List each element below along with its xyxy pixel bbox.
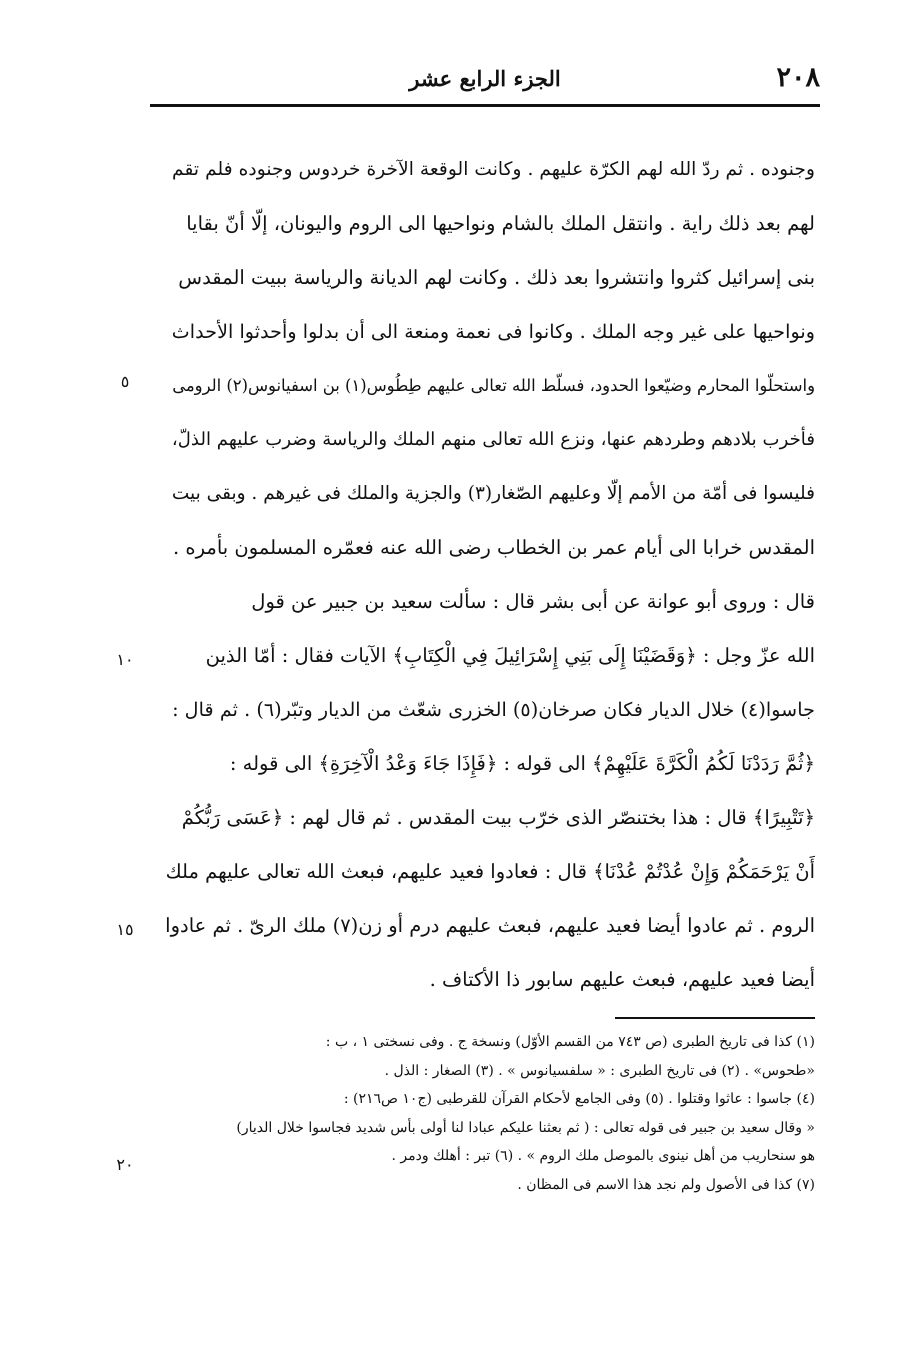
footnote-line: «طحوس» . (٢) فى تاريخ الطبرى : « سلفسيانوس » . (٣) الصغار : الذل . <box>384 1062 815 1079</box>
line-number-marker: ٥ <box>120 372 130 391</box>
text-line: بنى إسرائيل كثروا وانتشروا بعد ذلك . وكانت لهم الديانة والرياسة ببيت المقدس <box>178 266 815 289</box>
paragraph <box>165 143 815 575</box>
text-line: أَنْ يَرْحَمَكُمْ وَإِنْ عُدْتُمْ عُدْنَا﴾ قال : فعادوا فعيد عليهم، فبعث الله تعالى عليهم ملك <box>165 860 815 883</box>
footnote-line: هو سنحاريب من أهل نينوى بالموصل ملك الروم » . (٦) تبر : أهلك ودمر . <box>391 1148 815 1164</box>
running-title: الجزء الرابع عشر <box>409 66 561 91</box>
line-number-marker: ٢٠ <box>116 1155 134 1174</box>
text-line: قال : وروى أبو عوانة عن أبى بشر قال : سألت سعيد بن جبير عن قول <box>251 590 815 613</box>
text-line: فليسوا فى أمّة من الأمم إلّا وعليهم الصّغار(٣) والجزية والملك فى غيرهم . وبقى بيت <box>171 483 815 504</box>
text-line: الروم . ثم عادوا أيضا فعيد عليهم، فبعث عليهم درم أو زن(٧) ملك الرىّ . ثم عادوا <box>165 914 815 937</box>
main-text <box>165 143 815 1007</box>
text-line: الله عزّ وجل : ﴿وَقَضَيْنَا إِلَى بَنِي إِسْرَائِيلَ فِي الْكِتَابِ﴾ الآيات فقال : أمّا الذين <box>205 644 815 667</box>
text-line: واستحلّوا المحارم وضيّعوا الحدود، فسلّط الله تعالى عليهم طِطُوس(١) بن اسفيانوس(٢) الرومى <box>172 376 815 395</box>
text-line: فأخرب بلادهم وطردهم عنها، ونزع الله تعالى منهم الملك والرياسة وضرب عليهم الذلّ، <box>171 429 815 450</box>
text-line: وجنوده . ثم ردّ الله لهم الكرّة عليهم . وكانت الوقعة الآخرة خردوس وجنوده فلم تقم <box>172 159 815 180</box>
footnote-rule <box>615 1017 815 1019</box>
footnote-line: (٤) جاسوا : عاثوا وقتلوا . (٥) وفى الجامع لأحكام القرآن للقرطبى (ج١٠ ص٢١٦) : <box>343 1091 815 1107</box>
footnote-line: (٧) كذا فى الأصول ولم نجد هذا الاسم فى المظان . <box>517 1176 815 1193</box>
footnote-line: « وقال سعيد بن جبير فى قوله تعالى : ( ثم بعثنا عليكم عبادا لنا أولى بأس شديد فجاسوا خلال الديار) <box>236 1119 815 1136</box>
footnotes <box>165 1028 815 1199</box>
page-header <box>150 62 820 102</box>
line-number-marker: ١٥ <box>116 920 134 939</box>
text-line: لهم بعد ذلك راية . وانتقل الملك بالشام ونواحيها الى الروم واليونان، إلّا أنّ بقايا <box>186 212 815 235</box>
page-number: ٢٠٨ <box>776 62 820 93</box>
line-number-marker: ١٠ <box>116 650 134 669</box>
text-line: ونواحيها على غير وجه الملك . وكانوا فى نعمة ومنعة الى أن بدلوا وأحدثوا الأحداث <box>171 320 815 343</box>
text-line: ﴿تَتْبِيرًا﴾ قال : هذا بختنصّر الذى خرّب بيت المقدس . ثم قال لهم : ﴿عَسَى رَبُّكُمْ <box>181 806 815 829</box>
footnote-line: (١) كذا فى تاريخ الطبرى (ص ٧٤٣ من القسم الأوّل) ونسخة ج . وفى نسختى ١ ، ب : <box>325 1034 815 1050</box>
text-line: جاسوا(٤) خلال الديار فكان صرخان(٥) الخزرى شعّث من الديار وتبّر(٦) . ثم قال : <box>172 698 815 721</box>
paragraph <box>165 575 815 1007</box>
text-line: أيضا فعيد عليهم، فبعث عليهم سابور ذا الأكتاف . <box>429 968 815 991</box>
text-line: ﴿ثُمَّ رَدَدْنَا لَكُمُ الْكَرَّةَ عَلَيْهِمْ﴾ الى قوله : ﴿فَإِذَا جَاءَ وَعْدُ الْآخِرَةِ﴾ الى قوله : <box>229 752 815 775</box>
text-line: المقدس خرابا الى أيام عمر بن الخطاب رضى الله عنه فعمّره المسلمون بأمره . <box>173 536 815 559</box>
header-rule <box>150 104 820 107</box>
